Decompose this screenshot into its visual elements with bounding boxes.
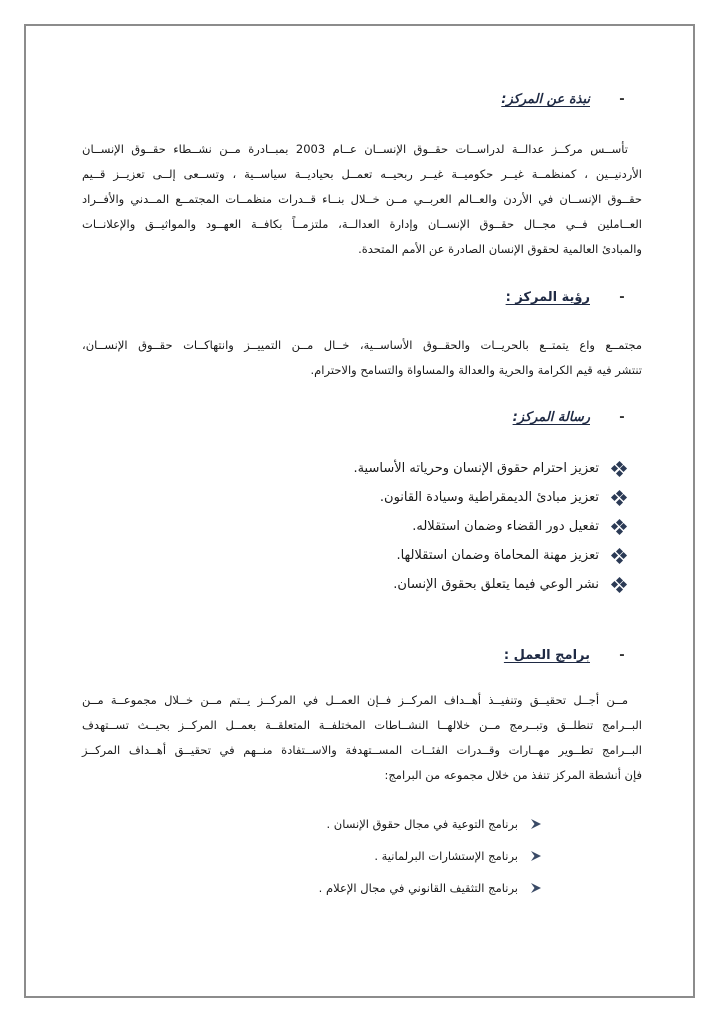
four-diamond-bullet-icon xyxy=(611,548,627,564)
mission-item xyxy=(82,570,642,599)
about-paragraph xyxy=(82,137,642,262)
program-item-text: برنامج التوعية في مجال حقوق الإنسان . xyxy=(326,817,518,831)
paragraph-line: البــرامج تطــوير مهــارات وقــدرات الفئــات المســتهدفة والاســتفادة منــهم في تحقيــق أهــداف المركــز xyxy=(82,743,642,757)
mission-item xyxy=(82,483,642,512)
paragraph-line: البــرامج تنطلــق وتبــرمج مــن خلالهــا النشــاطات المختلفــة المتعلقــة بعمــل المركــز بحيــث تســتهدف xyxy=(82,718,642,732)
arrowhead-bullet-icon xyxy=(530,882,542,894)
heading-about-text: نبذة عن المركز: xyxy=(501,92,590,107)
heading-programs-text: برامج العمل : xyxy=(503,648,590,663)
section-heading-programs xyxy=(504,648,642,663)
paragraph-line: تأســس مركــز عدالــة لدراســات حقــوق الإنســان عــام 2003 بمبــادرة مــن نشــطاء حقــوق الإنســان xyxy=(82,142,628,156)
paragraph-line: الأردنيــين ، كمنظمــة غيــر حكوميــة غيــر ربحيــه تعمــل بحياديــة سياســية ، وتســعى إلــى تعزيــز قــيم xyxy=(82,167,642,181)
paragraph-line: فإن أنشطة المركز تنفذ من خلال مجموعه من البرامج: xyxy=(384,768,642,782)
mission-item-text: تعزيز احترام حقوق الإنسان وحرياته الأساسية. xyxy=(353,461,599,476)
mission-item-text: تعزيز مهنة المحاماة وضمان استقلالها. xyxy=(396,548,599,563)
program-item-text: برنامج الإستشارات البرلمانية . xyxy=(374,849,518,863)
heading-dash: - xyxy=(619,92,625,107)
paragraph-line: والمبادئ العالمية لحقوق الإنسان الصادرة عن الأمم المتحدة. xyxy=(358,242,642,256)
mission-list xyxy=(82,454,642,599)
heading-dash: - xyxy=(619,648,625,663)
mission-item xyxy=(82,512,642,541)
heading-dash: - xyxy=(619,290,625,305)
four-diamond-bullet-icon xyxy=(611,577,627,593)
section-heading-vision xyxy=(506,290,642,305)
program-item xyxy=(82,808,642,840)
mission-item-text: نشر الوعي فيما يتعلق بحقوق الإنسان. xyxy=(393,577,599,592)
four-diamond-bullet-icon xyxy=(611,519,627,535)
heading-dash: - xyxy=(619,410,625,425)
program-item xyxy=(82,872,642,904)
mission-item-text: تعزيز مبادئ الديمقراطية وسيادة القانون. xyxy=(379,490,599,505)
section-heading-mission xyxy=(513,410,642,425)
programs-list xyxy=(82,808,642,904)
mission-item-text: تفعيل دور القضاء وضمان استقلاله. xyxy=(412,519,599,534)
mission-item xyxy=(82,541,642,570)
heading-vision-text: رؤية المركز : xyxy=(505,290,590,305)
arrowhead-bullet-icon xyxy=(530,850,542,862)
mission-item xyxy=(82,454,642,483)
four-diamond-bullet-icon xyxy=(611,461,627,477)
paragraph-line: تنتشر فيه قيم الكرامة والحرية والعدالة والمساواة والتسامح والاحترام. xyxy=(310,363,642,377)
section-heading-about xyxy=(501,92,642,107)
heading-mission-text: رسالة المركز: xyxy=(512,410,590,425)
paragraph-line: حقــوق الإنســان في الأردن والعــالم العربــي مــن خــلال بنــاء قــدرات منظمــات المجتمــع المــدني والأفــراد xyxy=(82,192,642,206)
paragraph-line: مجتمــع واع يتمتــع بالحريــات والحقــوق الأساســية، خــال مــن التمييــز وانتهاكــات حقــوق الإنســان، xyxy=(82,338,642,352)
program-item xyxy=(82,840,642,872)
four-diamond-bullet-icon xyxy=(611,490,627,506)
vision-paragraph xyxy=(82,333,642,383)
arrowhead-bullet-icon xyxy=(530,818,542,830)
paragraph-line: العــاملين فــي مجــال حقــوق الإنســان وإدارة العدالــة، ملتزمــاً بكافــة العهــود والمواثيــق والإعلانــات xyxy=(82,217,642,231)
program-item-text: برنامج التثقيف القانوني في مجال الإعلام . xyxy=(318,881,518,895)
programs-paragraph xyxy=(82,688,642,788)
paragraph-line: مــن أجــل تحقيــق وتنفيــذ أهــداف المركــز فــإن العمــل في المركــز يــتم مــن خــلال مجموعــة مــن xyxy=(82,693,628,707)
